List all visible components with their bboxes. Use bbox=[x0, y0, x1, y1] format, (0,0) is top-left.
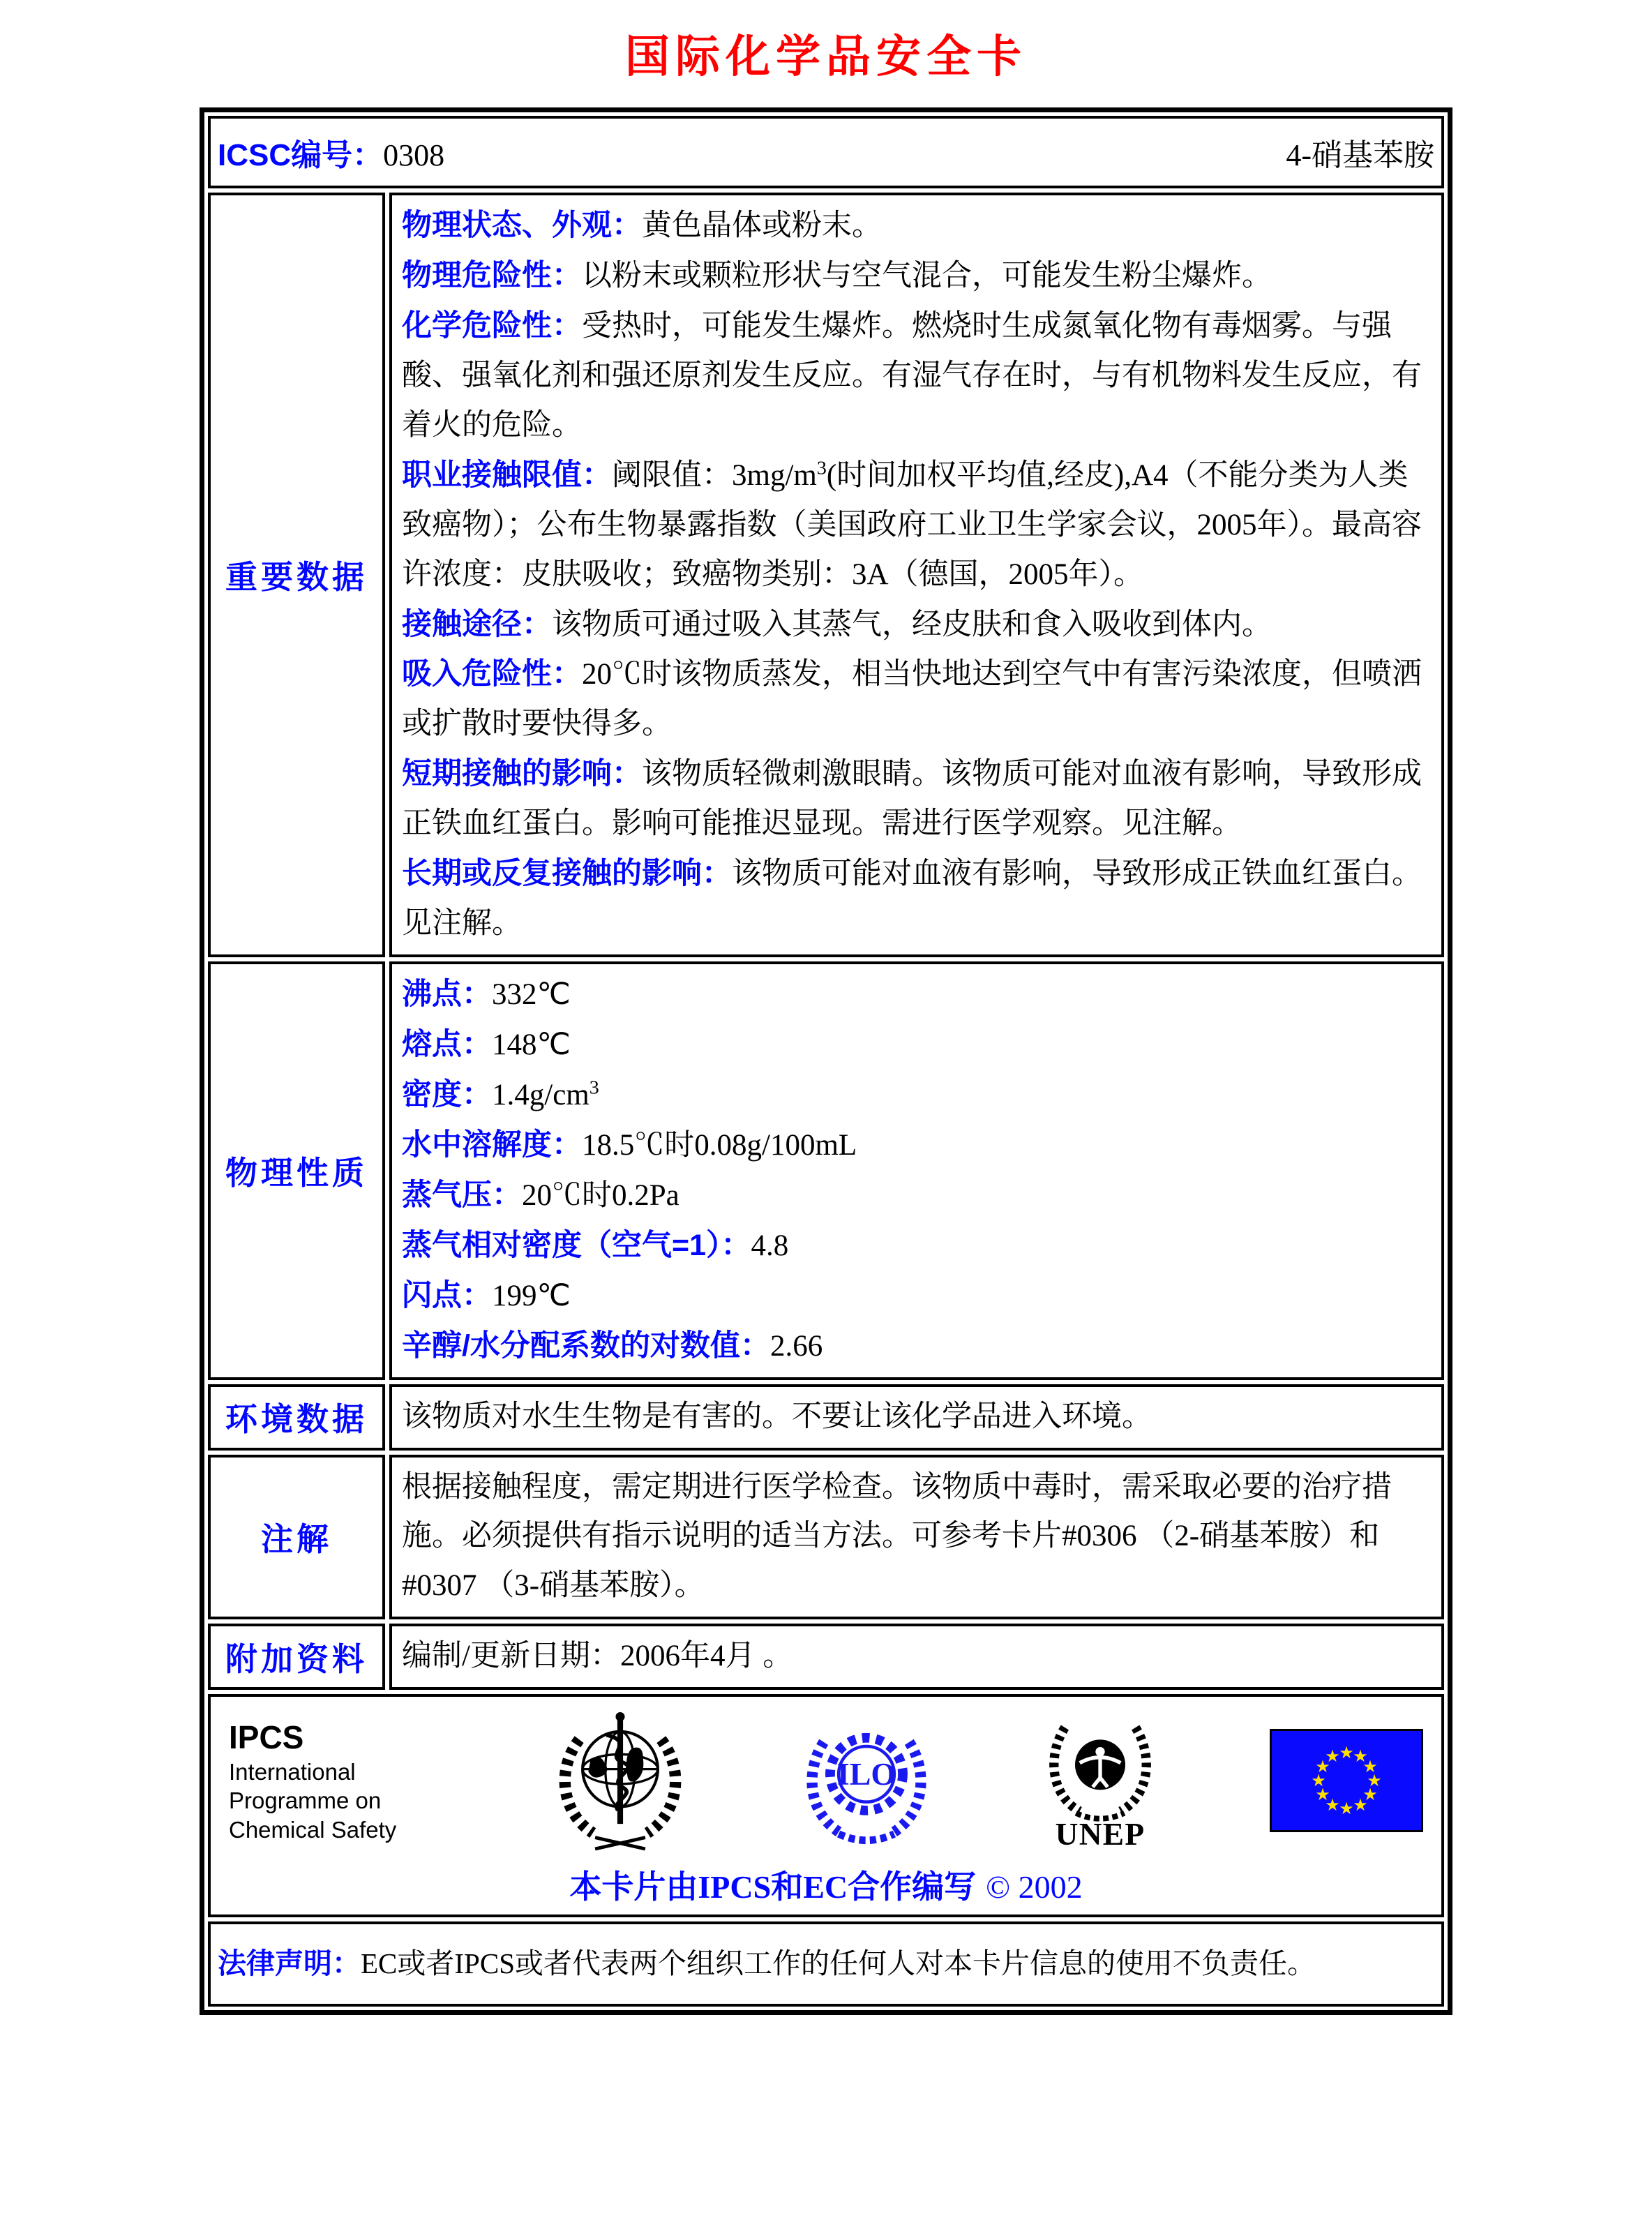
entry-occupational-exposure-limits bbox=[402, 451, 1432, 600]
entry-text: 2.66 bbox=[769, 1329, 823, 1363]
entry-label: 沸点： bbox=[402, 977, 492, 1012]
svg-text:★: ★ bbox=[1362, 1785, 1378, 1805]
page-title: 国际化学品安全卡 bbox=[625, 32, 1027, 82]
row-label-notes: 注解 bbox=[208, 1455, 385, 1620]
entry-melting-point bbox=[402, 1020, 1432, 1070]
icsc-number-value: 0308 bbox=[383, 138, 445, 172]
entry-label: 吸入危险性： bbox=[402, 657, 582, 691]
table-row-notes bbox=[208, 1455, 1444, 1620]
row-label-important-data: 重要数据 bbox=[208, 193, 385, 957]
entry-octanol-water-partition bbox=[402, 1321, 1432, 1372]
entry-label: 化学危险性： bbox=[402, 308, 582, 343]
physical-properties-content bbox=[389, 961, 1444, 1380]
ipcs-text-block bbox=[229, 1718, 438, 1844]
table-row-additional-info bbox=[208, 1624, 1444, 1690]
icsc-table bbox=[200, 107, 1452, 2015]
svg-text:★: ★ bbox=[1315, 1757, 1330, 1777]
entry-label: 闪点： bbox=[402, 1278, 492, 1312]
entry-text: 18.5℃时0.08g/100mL bbox=[582, 1128, 857, 1162]
notes-content bbox=[389, 1455, 1444, 1620]
entry-text: 阈限值：3mg/m bbox=[612, 458, 817, 492]
entry-text: 该物质可通过吸入其蒸气，经皮肤和食入吸收到体内。 bbox=[552, 608, 1272, 641]
legal-notice-cell bbox=[208, 1921, 1444, 2007]
additional-info-content bbox=[389, 1624, 1444, 1690]
important-data-content bbox=[389, 193, 1444, 957]
entry-label: 短期接触的影响： bbox=[402, 757, 642, 791]
entry-physical-hazard bbox=[402, 251, 1432, 301]
entry-flash-point bbox=[402, 1271, 1432, 1321]
credit-line bbox=[220, 1861, 1432, 1908]
row-label-additional-info: 附加资料 bbox=[208, 1624, 385, 1690]
entry-text: 该物质轻微刺激眼睛。该物质可能对血液有影响，导致形成正铁血红蛋白。影响可能推迟显现。需进行医学观察。见注解。 bbox=[402, 758, 1422, 841]
entry-vapor-pressure bbox=[402, 1171, 1432, 1221]
entry-text: 1.4g/cm bbox=[492, 1078, 590, 1111]
svg-text:★: ★ bbox=[1339, 1799, 1354, 1819]
table-row-legal bbox=[208, 1921, 1444, 2007]
entry-text: 根据接触程度，需定期进行医学检查。该物质中毒时，需采取必要的治疗措施。必须提供有指示说明的适当方法。可参考卡片#0306 （2-硝基苯胺）和#0307 （3-硝基苯胺）。 bbox=[402, 1470, 1392, 1603]
entry-label: 接触途径： bbox=[402, 607, 552, 641]
entry-text: 20℃时0.2Pa bbox=[522, 1178, 679, 1212]
unep-letters: UNEP bbox=[1055, 1817, 1146, 1851]
chemical-name: 4-硝基苯胺 bbox=[1286, 138, 1434, 172]
table-row-important-data bbox=[208, 193, 1444, 957]
ipcs-line-3: Chemical Safety bbox=[229, 1816, 397, 1843]
svg-text:★: ★ bbox=[1367, 1771, 1382, 1791]
table-row-environmental-data bbox=[208, 1384, 1444, 1451]
table-row-header bbox=[208, 116, 1444, 188]
ilo-letters: ILO bbox=[836, 1756, 896, 1792]
entry-superscript: 3 bbox=[816, 457, 827, 479]
entry-label: 辛醇/水分配系数的对数值： bbox=[402, 1328, 770, 1363]
svg-text:★: ★ bbox=[1311, 1771, 1326, 1791]
entry-label: 职业接触限值： bbox=[402, 458, 612, 492]
svg-text:★: ★ bbox=[1353, 1746, 1368, 1767]
entry-environmental bbox=[402, 1393, 1152, 1442]
svg-text:★: ★ bbox=[1339, 1743, 1354, 1763]
table-row-physical-properties bbox=[208, 961, 1444, 1380]
entry-text: 以粉末或颗粒形状与空气混合，可能发生粉尘爆炸。 bbox=[582, 259, 1272, 292]
entry-inhalation-risk bbox=[402, 650, 1432, 749]
ilo-logo-icon bbox=[802, 1712, 931, 1849]
entry-vapor-relative-density bbox=[402, 1221, 1432, 1271]
credit-text: 本卡片由IPCS和EC合作编写 bbox=[569, 1869, 977, 1905]
entry-label: 熔点： bbox=[402, 1028, 492, 1061]
entry-physical-state bbox=[402, 201, 1432, 251]
entry-exposure-routes bbox=[402, 600, 1432, 650]
ipcs-line-1: International bbox=[229, 1759, 356, 1785]
svg-text:★: ★ bbox=[1315, 1785, 1330, 1805]
legal-notice-text: EC或者IPCS或者代表两个组织工作的任何人对本卡片信息的使用不负责任。 bbox=[361, 1947, 1316, 1980]
entry-text: 该物质可能对血液有影响，导致形成正铁血红蛋白。见注解。 bbox=[402, 857, 1422, 941]
entry-text: 4.8 bbox=[751, 1229, 789, 1262]
entry-text: 编制/更新日期：2006年4月 。 bbox=[402, 1640, 793, 1673]
entry-density bbox=[402, 1070, 1432, 1121]
entry-label: 蒸气压： bbox=[402, 1178, 522, 1212]
logos-strip bbox=[220, 1709, 1432, 1852]
row-label-physical-properties: 物理性质 bbox=[208, 961, 385, 1380]
entry-short-term-effects bbox=[402, 749, 1432, 849]
who-logo-icon bbox=[552, 1709, 689, 1852]
entry-water-solubility bbox=[402, 1121, 1432, 1171]
unep-logo-icon bbox=[1044, 1711, 1156, 1850]
entry-additional bbox=[402, 1632, 1432, 1681]
entry-text-continued: (时间加权平均值,经皮),A4（不能分类为人类致癌物）；公布生物暴露指数（美国政府工业卫生学家会议，2005年）。最高容许浓度：皮肤吸收；致癌物类别：3A（德国，2005年）。 bbox=[402, 458, 1422, 591]
entry-superscript: 3 bbox=[589, 1077, 599, 1099]
entry-long-term-effects bbox=[402, 849, 1432, 949]
entry-label: 长期或反复接触的影响： bbox=[402, 857, 732, 891]
credit-copyright: © 2002 bbox=[986, 1869, 1083, 1905]
icsc-card-page bbox=[200, 0, 1452, 2015]
svg-text:★: ★ bbox=[1325, 1746, 1340, 1767]
entry-text: 20℃时该物质蒸发，相当快地达到空气中有害污染浓度，但喷洒或扩散时要快得多。 bbox=[402, 658, 1422, 741]
header-row-cell bbox=[208, 116, 1444, 188]
entry-label: 水中溶解度： bbox=[402, 1127, 582, 1162]
icsc-number-group bbox=[218, 130, 444, 174]
environmental-data-content bbox=[389, 1384, 1444, 1451]
legal-notice-label: 法律声明： bbox=[218, 1947, 361, 1980]
svg-text:★: ★ bbox=[1353, 1795, 1368, 1815]
entry-label: 蒸气相对密度（空气=1）： bbox=[402, 1228, 751, 1262]
ipcs-acronym: IPCS bbox=[229, 1718, 304, 1755]
entry-text: 199℃ bbox=[492, 1279, 571, 1312]
entry-label: 密度： bbox=[402, 1077, 492, 1111]
logos-cell bbox=[208, 1694, 1444, 1917]
entry-text: 受热时，可能发生爆炸。燃烧时生成氮氧化物有毒烟雾。与强酸、强氧化剂和强还原剂发生反应。有湿气存在时，与有机物料发生反应，有着火的危险。 bbox=[402, 309, 1422, 442]
svg-text:★: ★ bbox=[1325, 1795, 1340, 1815]
entry-text: 黄色晶体或粉末。 bbox=[642, 209, 882, 242]
table-row-logos bbox=[208, 1694, 1444, 1917]
entry-boiling-point bbox=[402, 970, 1432, 1020]
entry-notes bbox=[402, 1463, 1432, 1612]
entry-text: 148℃ bbox=[492, 1028, 571, 1061]
entry-chemical-hazard bbox=[402, 301, 1432, 451]
svg-text:★: ★ bbox=[1362, 1757, 1378, 1777]
icsc-number-label: ICSC编号： bbox=[218, 138, 384, 172]
row-label-environmental-data: 环境数据 bbox=[208, 1384, 385, 1451]
entry-text: 该物质对水生生物是有害的。不要让该化学品进入环境。 bbox=[402, 1400, 1152, 1433]
entry-label: 物理危险性： bbox=[402, 258, 582, 292]
entry-text: 332℃ bbox=[492, 978, 571, 1012]
entry-label: 物理状态、外观： bbox=[402, 209, 642, 242]
ipcs-line-2: Programme on bbox=[229, 1788, 382, 1814]
eu-flag-icon bbox=[1270, 1729, 1423, 1832]
